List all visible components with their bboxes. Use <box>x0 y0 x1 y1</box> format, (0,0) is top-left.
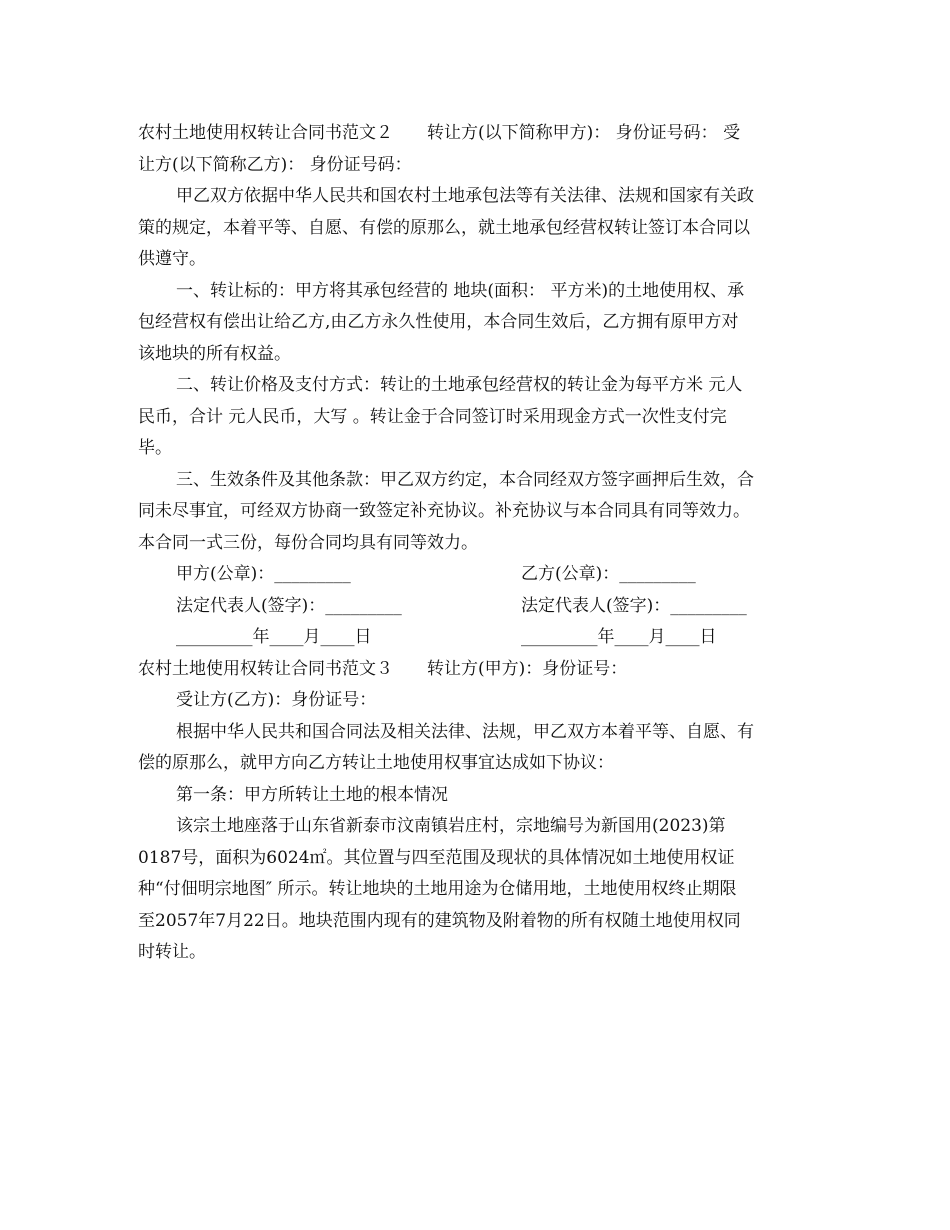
text-line: 时转让。 <box>138 942 206 962</box>
text-line: 受让方(乙方)：身份证号： <box>176 690 377 710</box>
clause-2: 二、转让价格及支付方式：转让的土地承包经营权的转让金为每平方米 元人 <box>176 375 743 395</box>
text-line: 农村土地使用权转让合同书范文２ 转让方(以下简称甲方)： 身份证号码： 受 <box>138 123 741 143</box>
clause-1: 一、转让标的：甲方将其承包经营的 地块(面积： 平方米)的土地使用权、承 <box>176 280 745 301</box>
paragraph-start: 根据中华人民共和国合同法及相关法律、法规，甲乙双方本着平等、自愿、有 <box>176 721 754 742</box>
signature-row-representative <box>138 591 812 623</box>
party-a-date: _________年____月____日 <box>176 627 372 647</box>
section-title-3: 农村土地使用权转让合同书范文３ 转让方(甲方)：身份证号： <box>138 658 628 679</box>
text-line: 本合同一式三份，每份合同均具有同等效力。 <box>138 532 478 553</box>
text-line: 民币，合计 元人民币，大写 。转让金于合同签订时采用现金方式一次性支付完 <box>138 406 727 427</box>
signature-row-seal <box>138 559 812 591</box>
text-line: 至2057年7月22日。地块范围内现有的建筑物及附着物的所有权随土地使用权同 <box>138 910 741 931</box>
paragraph-start: 甲乙双方依据中华人民共和国农村土地承包法等有关法律、法规和国家有关政 <box>176 186 754 206</box>
text-line: 让方(以下简称乙方)： 身份证号码： <box>138 154 412 175</box>
text-line: 种“付佃明宗地图″ 所示。转让地块的土地用途为仓储用地，土地使用权终止期限 <box>138 879 737 899</box>
text-line: 包经营权有偿出让给乙方,由乙方永久性使用，本合同生效后，乙方拥有原甲方对 <box>138 312 739 332</box>
paragraph-start: 该宗土地座落于山东省新泰市汶南镇岩庄村，宗地编号为新国用(2023)第 <box>176 816 726 836</box>
text-line: 毕。 <box>138 438 172 458</box>
document-page <box>138 118 812 969</box>
clause-3: 三、生效条件及其他条款：甲乙双方约定，本合同经双方签字画押后生效，合 <box>176 469 754 490</box>
text-line: 偿的原那么，就甲方向乙方转让土地使用权事宜达成如下协议： <box>138 753 614 773</box>
text-line: 供遵守。 <box>138 249 206 269</box>
text-line: 策的规定，本着平等、自愿、有偿的原那么，就土地承包经营权转让签订本合同以 <box>138 217 750 238</box>
party-b-date: _________年____月____日 <box>521 627 717 647</box>
party-b-seal: 乙方(公章)：_________ <box>521 564 696 584</box>
text-line: 同未尽事宜，可经双方协商一致签定补充协议。补充协议与本合同具有同等效力。 <box>138 501 750 521</box>
party-b-representative: 法定代表人(签字)：_________ <box>521 595 747 616</box>
text-line: 该地块的所有权益。 <box>138 343 291 364</box>
party-a-seal: 甲方(公章)：_________ <box>176 564 351 584</box>
signature-row-date <box>138 622 812 654</box>
article-1-heading: 第一条：甲方所转让土地的根本情况 <box>176 784 448 805</box>
text-line: 0187号，面积为6024㎡。其位置与四至范围及现状的具体情况如土地使用权证 <box>138 847 735 868</box>
party-a-representative: 法定代表人(签字)：_________ <box>176 595 402 616</box>
